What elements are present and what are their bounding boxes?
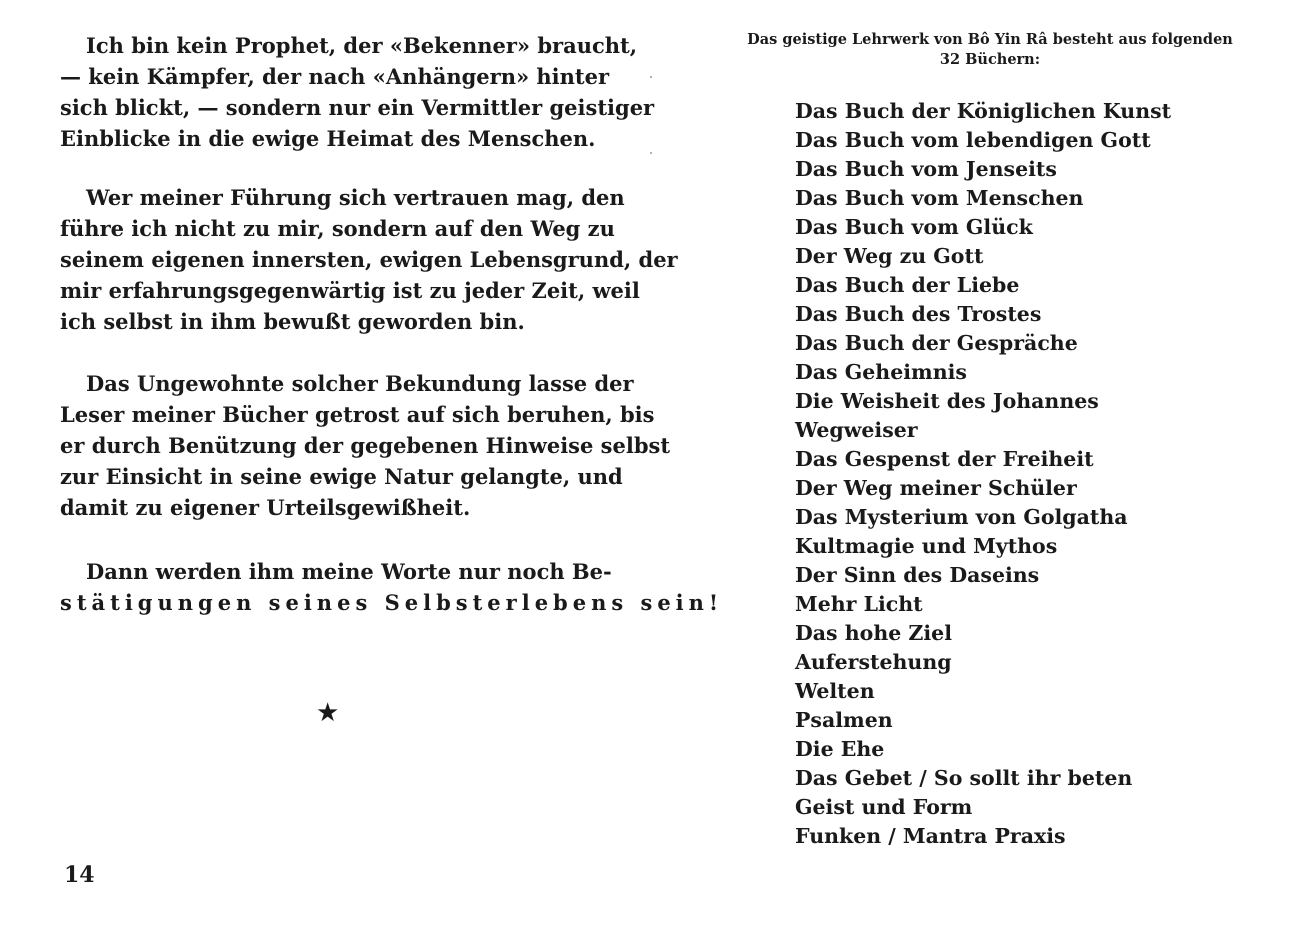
book-list xyxy=(795,97,1171,851)
book-title: Das Buch vom Jenseits xyxy=(795,157,1057,181)
book-title: Das Geheimnis xyxy=(795,360,967,384)
text-line: Leser meiner Bücher getrost auf sich beruhen, bis xyxy=(60,402,655,427)
book-title: Wegweiser xyxy=(795,418,918,442)
text-line: ich selbst in ihm bewußt geworden bin. xyxy=(60,309,525,334)
text-line: Ich bin kein Prophet, der «Bekenner» braucht, xyxy=(86,33,638,58)
book-title: Geist und Form xyxy=(795,795,973,819)
text-line: zur Einsicht in seine ewige Natur gelangte, und xyxy=(60,464,623,489)
scan-speck xyxy=(650,152,652,154)
book-title: Auferstehung xyxy=(795,650,952,674)
text-line: Wer meiner Führung sich vertrauen mag, den xyxy=(86,185,625,210)
book-title: Der Sinn des Daseins xyxy=(795,563,1040,587)
book-title: Funken / Mantra Praxis xyxy=(795,824,1066,848)
book-title: Der Weg zu Gott xyxy=(795,244,984,268)
text-line: führe ich nicht zu mir, sondern auf den Weg zu xyxy=(60,216,615,241)
paragraph-1 xyxy=(60,30,655,154)
text-line: damit zu eigener Urteilsgewißheit. xyxy=(60,495,471,520)
text-line: Das Ungewohnte solcher Bekundung lasse der xyxy=(86,371,634,396)
book-title: Das Mysterium von Golgatha xyxy=(795,505,1128,529)
heading-line: 32 Büchern: xyxy=(939,51,1041,68)
star-icon: ★ xyxy=(316,698,340,728)
book-title: Mehr Licht xyxy=(795,592,923,616)
paragraph-3 xyxy=(60,368,671,523)
book-title: Das Buch vom Menschen xyxy=(795,186,1084,210)
text-line: Einblicke in die ewige Heimat des Menschen. xyxy=(60,126,596,151)
book-list-heading xyxy=(740,30,1240,70)
book-title: Der Weg meiner Schüler xyxy=(795,476,1077,500)
book-title: Das Buch vom lebendigen Gott xyxy=(795,128,1151,152)
text-line: Dann werden ihm meine Worte nur noch Be- xyxy=(86,559,612,584)
book-title: Die Ehe xyxy=(795,737,885,761)
book-title: Die Weisheit des Johannes xyxy=(795,389,1099,413)
book-title: Das Buch vom Glück xyxy=(795,215,1033,239)
book-title: Welten xyxy=(795,679,875,703)
book-title: Das Gespenst der Freiheit xyxy=(795,447,1094,471)
page-number: 14 xyxy=(64,862,95,888)
book-title: Das Buch der Liebe xyxy=(795,273,1020,297)
book-title: Psalmen xyxy=(795,708,893,732)
book-title: Das hohe Ziel xyxy=(795,621,952,645)
book-title: Das Buch der Gespräche xyxy=(795,331,1078,355)
text-line: mir erfahrungsgegenwärtig ist zu jeder Zeit, weil xyxy=(60,278,640,303)
text-line: er durch Benützung der gegebenen Hinweise selbst xyxy=(60,433,671,458)
right-page xyxy=(640,0,1300,940)
paragraph-2 xyxy=(60,182,678,337)
heading-line: Das geistige Lehrwerk von Bô Yin Râ besteht aus folgenden xyxy=(747,31,1233,48)
text-line: stätigungen seines Selbsterlebens sein! xyxy=(60,590,724,615)
book-title: Das Buch der Königlichen Kunst xyxy=(795,99,1172,123)
book-title: Das Buch des Trostes xyxy=(795,302,1042,326)
text-line: — kein Kämpfer, der nach «Anhängern» hinter xyxy=(60,64,610,89)
book-title: Das Gebet / So sollt ihr beten xyxy=(795,766,1133,790)
text-line: sich blickt, — sondern nur ein Vermittler geistiger xyxy=(60,95,655,120)
paragraph-4 xyxy=(60,556,724,618)
text-line: seinem eigenen innersten, ewigen Lebensgrund, der xyxy=(60,247,678,272)
book-title: Kultmagie und Mythos xyxy=(795,534,1058,558)
scan-speck xyxy=(650,76,652,78)
